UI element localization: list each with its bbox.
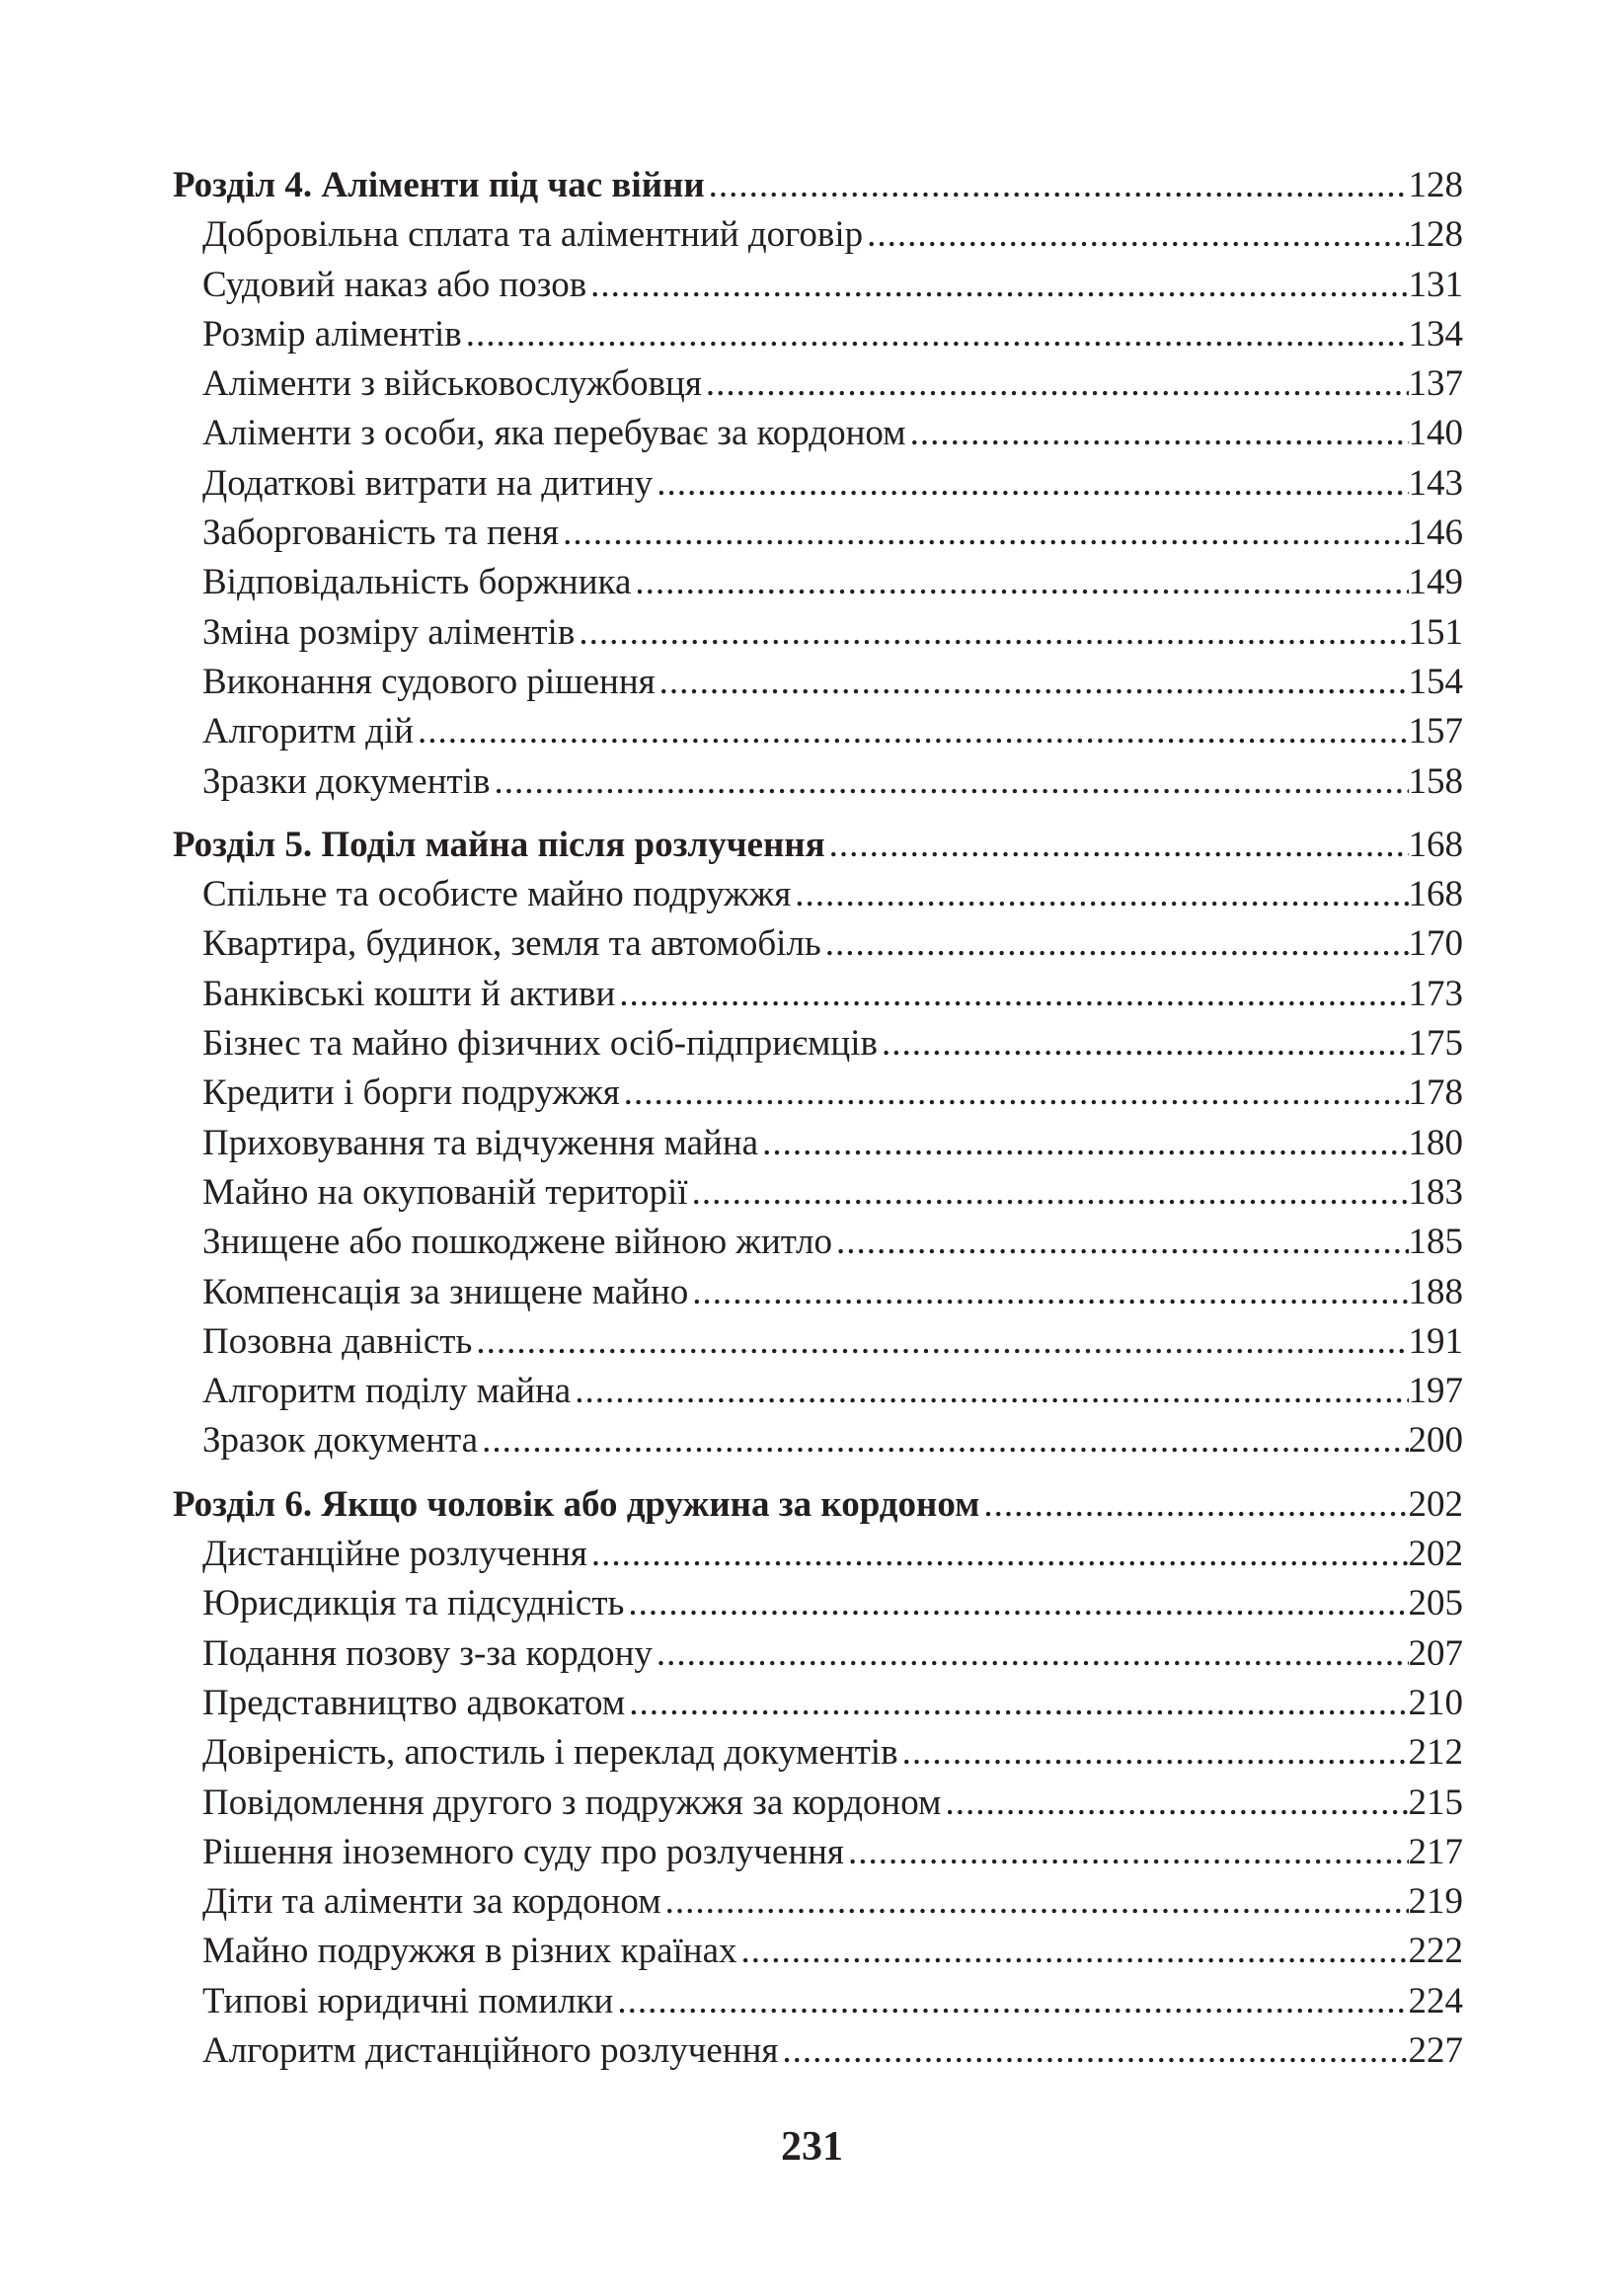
dot-leader xyxy=(898,1728,1409,1778)
dot-leader xyxy=(661,1877,1409,1927)
toc-entry-page: 170 xyxy=(1408,923,1463,965)
dot-leader xyxy=(941,1779,1408,1828)
dot-leader xyxy=(615,970,1408,1019)
toc-entry[interactable] xyxy=(173,1629,1463,1679)
toc-entry[interactable] xyxy=(173,459,1463,509)
dot-leader xyxy=(414,707,1409,756)
toc-entry-page: 173 xyxy=(1408,973,1463,1014)
dot-leader xyxy=(778,2026,1408,2076)
toc-entry[interactable] xyxy=(173,1367,1463,1416)
toc-entry[interactable] xyxy=(173,1268,1463,1317)
dot-leader xyxy=(702,359,1409,409)
toc-section-heading-title: Розділ 5. Поділ майна після розлучення xyxy=(173,824,825,865)
dot-leader xyxy=(906,409,1409,458)
toc-entry-title: Майно на окупованій території xyxy=(202,1171,688,1213)
toc-entry-page: 191 xyxy=(1408,1320,1463,1362)
dot-leader xyxy=(688,1168,1409,1218)
dot-leader xyxy=(472,1317,1408,1367)
dot-leader xyxy=(878,1019,1409,1069)
dot-leader xyxy=(620,1069,1409,1118)
dot-leader xyxy=(631,558,1408,607)
toc-entry-page: 215 xyxy=(1408,1781,1463,1823)
toc-entry-page: 205 xyxy=(1408,1583,1463,1624)
dot-leader xyxy=(844,1828,1409,1877)
toc-entry-title: Зразки документів xyxy=(202,760,491,802)
toc-entry-title: Повідомлення другого з подружжя за кордоном xyxy=(202,1781,942,1823)
dot-leader xyxy=(625,1679,1408,1728)
toc-entry-page: 140 xyxy=(1408,413,1463,454)
toc-entry-title: Знищене або пошкоджене війною житло xyxy=(202,1222,832,1263)
toc-entry[interactable] xyxy=(173,1218,1463,1267)
toc-entry-title: Банківські кошти й активи xyxy=(202,973,616,1014)
toc-entry-page: 158 xyxy=(1408,760,1463,802)
toc-entry-page: 224 xyxy=(1408,1980,1463,2021)
dot-leader xyxy=(656,658,1409,707)
toc-entry-title: Зміна розміру аліментів xyxy=(202,611,576,653)
toc-entry-page: 212 xyxy=(1408,1732,1463,1774)
toc-section-heading-title: Розділ 4. Аліменти під час війни xyxy=(173,165,705,205)
toc-entry-title: Подання позову з-за кордону xyxy=(202,1632,653,1674)
toc-section-heading-title: Розділ 6. Якщо чоловік або дружина за кордоном xyxy=(173,1483,980,1525)
toc-entry-page: 168 xyxy=(1408,874,1463,915)
toc-entry[interactable] xyxy=(173,1977,1463,2026)
toc-entry-title: Алгоритм поділу майна xyxy=(202,1371,572,1412)
dot-leader xyxy=(587,1530,1409,1579)
toc-entry[interactable] xyxy=(173,870,1463,919)
toc-entry[interactable] xyxy=(173,261,1463,310)
toc-entry[interactable] xyxy=(173,1019,1463,1069)
dot-leader xyxy=(825,821,1409,870)
toc-section xyxy=(173,821,1463,1466)
toc-entry-page: 137 xyxy=(1408,363,1463,405)
toc-entry[interactable] xyxy=(173,757,1463,807)
toc-entry[interactable] xyxy=(173,919,1463,969)
dot-leader xyxy=(575,608,1408,658)
toc-entry[interactable] xyxy=(173,1530,1463,1579)
toc-entry[interactable] xyxy=(173,1728,1463,1778)
toc-entry-page: 178 xyxy=(1408,1072,1463,1114)
toc-entry-title: Розмір аліментів xyxy=(202,313,462,355)
dot-leader xyxy=(832,1218,1409,1267)
toc-section-heading[interactable] xyxy=(173,821,1463,870)
toc-entry-page: 197 xyxy=(1408,1371,1463,1412)
dot-leader xyxy=(490,757,1408,807)
toc-section-heading-page: 168 xyxy=(1408,824,1463,865)
toc-entry-title: Юрисдикція та підсудність xyxy=(202,1583,625,1624)
toc-entry[interactable] xyxy=(173,210,1463,260)
toc-entry[interactable] xyxy=(173,558,1463,607)
toc-entry-title: Квартира, будинок, земля та автомобіль xyxy=(202,923,821,965)
toc-section-heading-page: 202 xyxy=(1408,1483,1463,1525)
toc-entry[interactable] xyxy=(173,1416,1463,1465)
toc-section-heading[interactable] xyxy=(173,1480,1463,1530)
toc-section xyxy=(173,1480,1463,2077)
toc-entry-page: 183 xyxy=(1408,1171,1463,1213)
toc-entry-page: 227 xyxy=(1408,2029,1463,2071)
toc-section xyxy=(173,161,1463,807)
table-of-contents xyxy=(173,161,1463,2090)
toc-entry-page: 185 xyxy=(1408,1222,1463,1263)
toc-entry-page: 200 xyxy=(1408,1420,1463,1462)
toc-entry[interactable] xyxy=(173,1069,1463,1118)
toc-entry-page: 180 xyxy=(1408,1122,1463,1163)
toc-entry-title: Компенсація за знищене майно xyxy=(202,1271,689,1312)
toc-entry[interactable] xyxy=(173,409,1463,458)
page-number: 231 xyxy=(781,2124,843,2170)
toc-entry-title: Виконання судового рішення xyxy=(202,661,656,702)
toc-entry-title: Алгоритм дистанційного розлучення xyxy=(202,2029,779,2071)
dot-leader xyxy=(478,1416,1408,1465)
toc-entry-title: Додаткові витрати на дитину xyxy=(202,462,654,504)
dot-leader xyxy=(462,310,1409,359)
toc-entry-title: Позовна давність xyxy=(202,1320,473,1362)
toc-entry-title: Аліменти з особи, яка перебуває за кордоном xyxy=(202,413,906,454)
toc-entry-page: 222 xyxy=(1408,1931,1463,1972)
toc-entry[interactable] xyxy=(173,1119,1463,1168)
dot-leader xyxy=(688,1268,1408,1317)
toc-entry-title: Майно подружжя в різних країнах xyxy=(202,1931,737,1972)
toc-entry-title: Бізнес та майно фізичних осіб-підприємців xyxy=(202,1023,878,1065)
toc-section-heading[interactable] xyxy=(173,161,1463,210)
toc-entry[interactable] xyxy=(173,1828,1463,1877)
toc-entry-title: Відповідальність боржника xyxy=(202,562,632,603)
toc-entry-title: Представництво адвокатом xyxy=(202,1682,626,1723)
dot-leader xyxy=(613,1977,1408,2026)
toc-entry[interactable] xyxy=(173,1168,1463,1218)
dot-leader xyxy=(624,1579,1408,1628)
toc-entry[interactable] xyxy=(173,1679,1463,1728)
toc-entry[interactable] xyxy=(173,658,1463,707)
toc-entry-title: Довіреність, апостиль і переклад документів xyxy=(202,1732,898,1774)
toc-entry[interactable] xyxy=(173,707,1463,756)
toc-entry-page: 157 xyxy=(1408,711,1463,752)
dot-leader xyxy=(863,210,1408,260)
toc-entry[interactable] xyxy=(173,1579,1463,1628)
toc-entry-page: 128 xyxy=(1408,214,1463,256)
dot-leader xyxy=(821,919,1409,969)
toc-entry[interactable] xyxy=(173,2026,1463,2076)
dot-leader xyxy=(737,1927,1409,1976)
toc-section-heading-page: 128 xyxy=(1408,165,1463,205)
toc-entry[interactable] xyxy=(173,970,1463,1019)
toc-entry-page: 149 xyxy=(1408,562,1463,603)
toc-entry-page: 143 xyxy=(1408,462,1463,504)
dot-leader xyxy=(571,1367,1408,1416)
toc-entry-page: 134 xyxy=(1408,313,1463,355)
toc-entry-page: 188 xyxy=(1408,1271,1463,1312)
toc-entry-title: Зразок документа xyxy=(202,1420,479,1462)
toc-entry-title: Приховування та відчуження майна xyxy=(202,1122,759,1163)
dot-leader xyxy=(791,870,1408,919)
toc-entry[interactable] xyxy=(173,509,1463,558)
toc-entry[interactable] xyxy=(173,310,1463,359)
toc-entry-page: 154 xyxy=(1408,661,1463,702)
toc-entry-title: Діти та аліменти за кордоном xyxy=(202,1881,661,1923)
toc-entry-page: 219 xyxy=(1408,1881,1463,1923)
toc-entry[interactable] xyxy=(173,1317,1463,1367)
toc-entry-page: 146 xyxy=(1408,513,1463,554)
dot-leader xyxy=(653,459,1408,509)
toc-entry-page: 151 xyxy=(1408,611,1463,653)
toc-entry[interactable] xyxy=(173,1927,1463,1976)
toc-entry-title: Судовий наказ або позов xyxy=(202,264,587,305)
dot-leader xyxy=(653,1629,1409,1679)
toc-entry-page: 207 xyxy=(1408,1632,1463,1674)
toc-entry[interactable] xyxy=(173,359,1463,409)
toc-entry-title: Алгоритм дій xyxy=(202,711,414,752)
toc-entry-page: 210 xyxy=(1408,1682,1463,1723)
toc-entry[interactable] xyxy=(173,1779,1463,1828)
dot-leader xyxy=(559,509,1408,558)
toc-entry-page: 175 xyxy=(1408,1023,1463,1065)
toc-entry-page: 217 xyxy=(1408,1831,1463,1872)
toc-entry-title: Добровільна сплата та аліментний договір xyxy=(202,214,864,256)
toc-entry-title: Дистанційне розлучення xyxy=(202,1534,587,1575)
toc-entry[interactable] xyxy=(173,1877,1463,1927)
toc-entry-title: Рішення іноземного суду про розлучення xyxy=(202,1831,844,1872)
toc-entry-title: Заборгованість та пеня xyxy=(202,513,560,554)
dot-leader xyxy=(758,1119,1408,1168)
toc-entry-title: Спільне та особисте майно подружжя xyxy=(202,874,792,915)
toc-entry-title: Типові юридичні помилки xyxy=(202,1980,614,2021)
dot-leader xyxy=(705,161,1409,210)
toc-entry-title: Кредити і борги подружжя xyxy=(202,1072,620,1114)
toc-entry-page: 202 xyxy=(1408,1534,1463,1575)
dot-leader xyxy=(586,261,1408,310)
toc-entry[interactable] xyxy=(173,608,1463,658)
dot-leader xyxy=(979,1480,1408,1530)
toc-entry-page: 131 xyxy=(1408,264,1463,305)
toc-entry-title: Аліменти з військовослужбовця xyxy=(202,363,702,405)
